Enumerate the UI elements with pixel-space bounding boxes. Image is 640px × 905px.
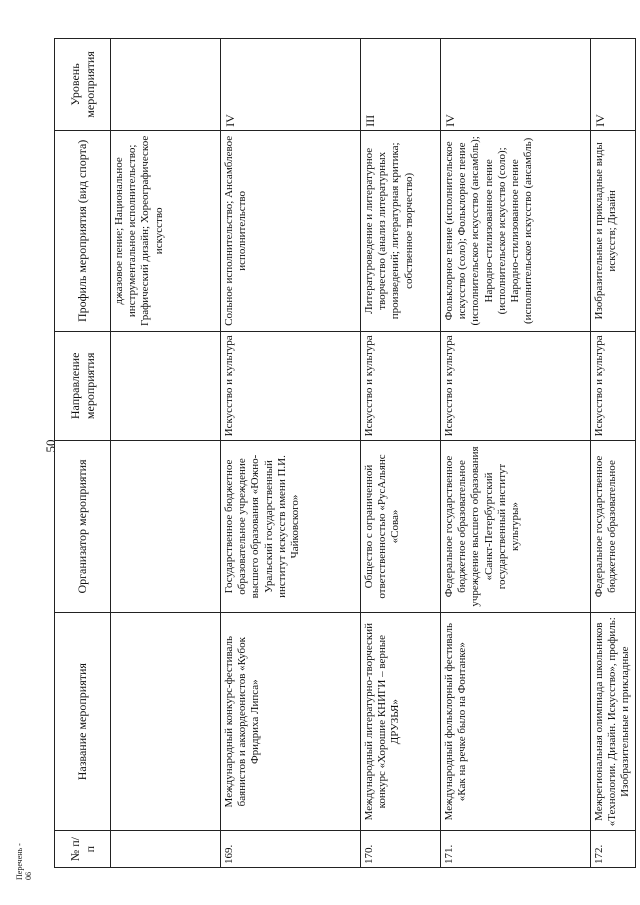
- header-organizer: Организатор мероприятия: [55, 440, 111, 612]
- header-level: Уровень мероприятия: [55, 39, 111, 131]
- table-row: [591, 39, 636, 868]
- cell-num: 172.: [591, 831, 636, 868]
- cell-num: 171.: [441, 831, 591, 868]
- cell-profile: Изобразительные и прикладные виды искусств; Дизайн: [591, 130, 636, 331]
- cell-num: 170.: [361, 831, 441, 868]
- page-number: 50: [43, 439, 58, 453]
- table-row: [361, 39, 441, 868]
- cell-name: Международный конкурс-фестиваль баянистов и аккордеонистов «Кубок Фридриха Липса»: [221, 613, 361, 831]
- cell-level: III: [361, 39, 441, 131]
- events-table: [54, 38, 636, 868]
- document-footer: Перечень - 06: [15, 843, 33, 880]
- cell-profile: Фольклорное пение (исполнительское искусство (соло); Фольклорное пение (исполнительское искусство (ансамбль); Народно-стилизованное пение (исполнительское искусство (соло); Народно-стилизованное пение (исполнительское искусство (ансамбль): [441, 130, 591, 331]
- cell-name: Международный фольклорный фестиваль «Как на речке было на Фонтанке»: [441, 613, 591, 831]
- cell-profile: Сольное исполнительство; Ансамблевое исполнительство: [221, 130, 361, 331]
- cell-name: [111, 613, 221, 831]
- cell-direction: Искусство и культура: [361, 331, 441, 440]
- cell-num: 169.: [221, 831, 361, 868]
- cell-direction: Искусство и культура: [221, 331, 361, 440]
- cell-name: Межрегиональная олимпиада школьников «Технологии. Дизайн. Искусство», профиль: Изобразительные и прикладные: [591, 613, 636, 831]
- cell-level: IV: [221, 39, 361, 131]
- cell-level: IV: [591, 39, 636, 131]
- cell-name: Международный литературно-творческий конкурс «Хорошие КНИГИ – верные ДРУЗЬЯ»: [361, 613, 441, 831]
- table-wrapper: [54, 38, 632, 868]
- cell-organizer: Государственное бюджетное образовательное учреждение высшего образования «Южно-Уральский государственный институт искусств имени П.И. Чайковского»: [221, 440, 361, 612]
- cell-level: [111, 39, 221, 131]
- cell-num: [111, 831, 221, 868]
- cell-level: IV: [441, 39, 591, 131]
- cell-direction: Искусство и культура: [591, 331, 636, 440]
- header-name: Название мероприятия: [55, 613, 111, 831]
- cell-organizer: Федеральное государственное бюджетное образовательное: [591, 440, 636, 612]
- cell-organizer: [111, 440, 221, 612]
- table-row-continuation: [111, 39, 221, 868]
- cell-profile: Литературоведение и литературное творчество (анализ литературных произведений; литературная критика; собственное творчество): [361, 130, 441, 331]
- cell-direction: Искусство и культура: [441, 331, 591, 440]
- cell-profile: джазовое пение; Национальное инструментальное исполнительство; Графический дизайн; Хореографическое искусство: [111, 130, 221, 331]
- header-num: № п/п: [55, 831, 111, 868]
- table-header-row: [55, 39, 111, 868]
- cell-organizer: Федеральное государственное бюджетное образовательное учреждение высшего образования «Санкт-Петербургский государственный институт культуры»: [441, 440, 591, 612]
- cell-organizer: Общество с ограниченной ответственностью «РусАльянс «Сова»: [361, 440, 441, 612]
- table-row: [221, 39, 361, 868]
- header-profile: Профиль мероприятия (вид спорта): [55, 130, 111, 331]
- cell-direction: [111, 331, 221, 440]
- rotated-page-content: [54, 38, 632, 868]
- header-direction: Направление мероприятия: [55, 331, 111, 440]
- table-row: [441, 39, 591, 868]
